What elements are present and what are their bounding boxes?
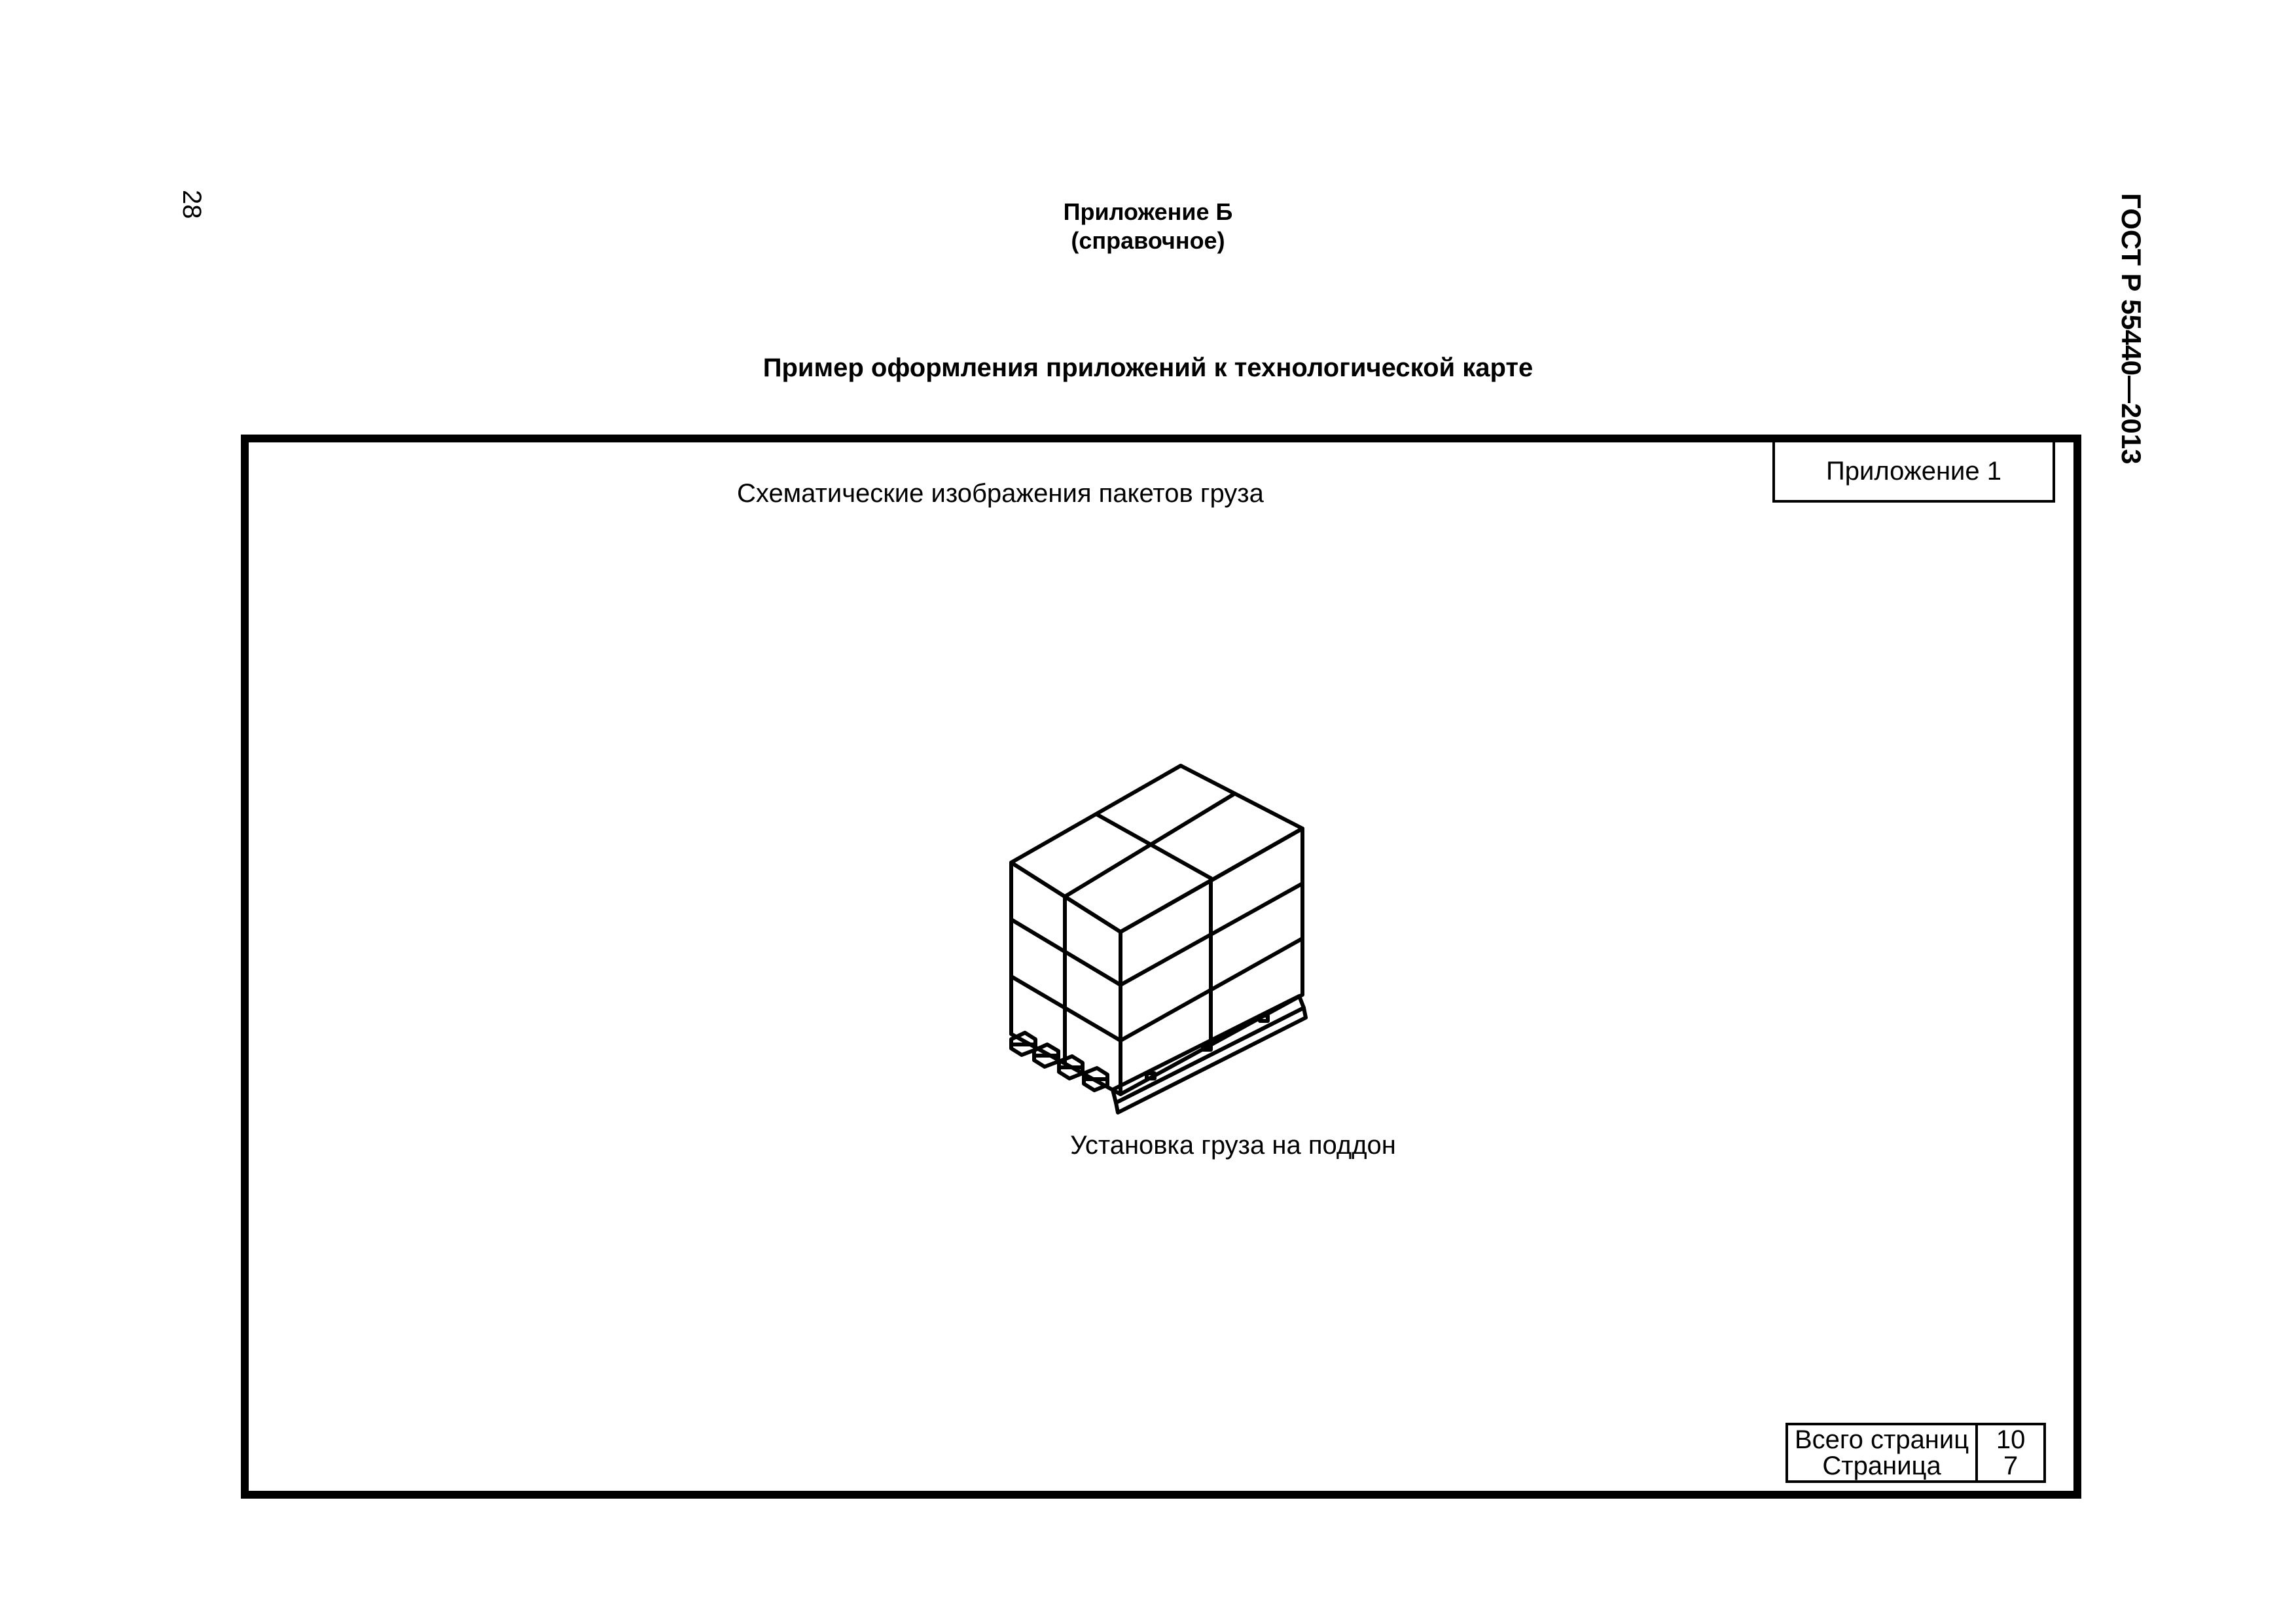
appendix-type: (справочное) xyxy=(1071,227,1225,254)
pages-labels-cell xyxy=(1787,1424,1977,1482)
page-number: 28 xyxy=(177,190,206,219)
current-page-value: 7 xyxy=(2003,1452,2018,1480)
appendix-heading xyxy=(0,198,2296,255)
total-pages-label: Всего страниц xyxy=(1795,1425,1969,1454)
pages-info-table xyxy=(1785,1423,2046,1483)
standard-code: ГОСТ Р 55440—2013 xyxy=(2116,193,2147,465)
pallet-load-illustration xyxy=(982,746,1322,1126)
attachment-label: Приложение 1 xyxy=(1826,456,2001,486)
figure-caption: Установка груза на поддон xyxy=(1070,1131,1396,1160)
section-title: Схематические изображения пакетов груза xyxy=(737,479,1264,508)
current-page-label: Страница xyxy=(1822,1452,1941,1480)
pages-values-cell xyxy=(1977,1424,2045,1482)
attachment-label-box xyxy=(1772,440,2055,503)
total-pages-value: 10 xyxy=(1996,1425,2026,1454)
appendix-label: Приложение Б xyxy=(1063,198,1233,225)
page-title: Пример оформления приложений к технологической карте xyxy=(762,353,1534,382)
table-row xyxy=(1787,1424,2045,1482)
